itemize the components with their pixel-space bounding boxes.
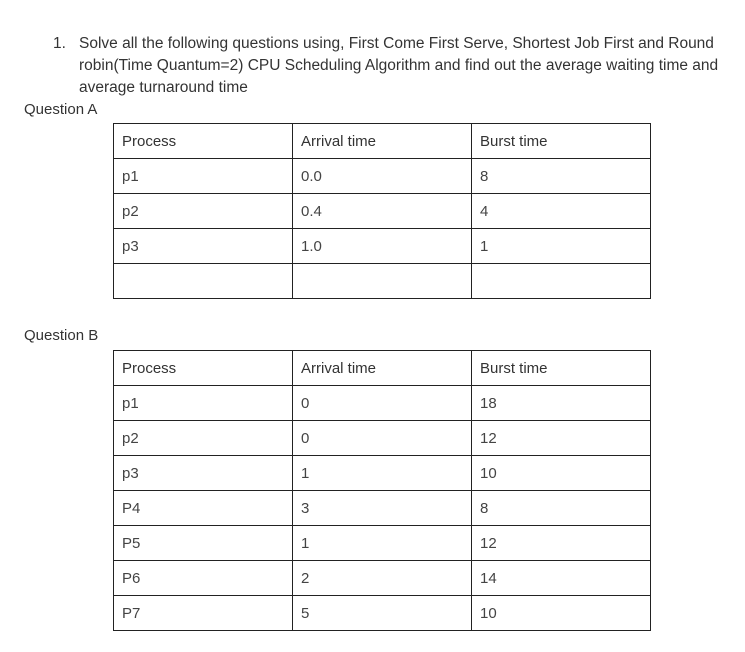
header-process: Process (114, 124, 293, 159)
table-header-row (114, 351, 651, 386)
cell-arrival-time: 1 (293, 526, 472, 561)
cell-process: p2 (114, 421, 293, 456)
cell-burst-time: 8 (472, 491, 651, 526)
table-row (114, 456, 651, 491)
table-row (114, 561, 651, 596)
cell-burst-time: 12 (472, 421, 651, 456)
cell-process: P6 (114, 561, 293, 596)
cell-process: p1 (114, 159, 293, 194)
header-process: Process (114, 351, 293, 386)
cell-arrival-time: 0.4 (293, 194, 472, 229)
cell-process: p1 (114, 386, 293, 421)
cell-burst-time: 8 (472, 159, 651, 194)
cell-arrival-time: 1.0 (293, 229, 472, 264)
cell-arrival-time: 5 (293, 596, 472, 631)
cell-burst-time: 18 (472, 386, 651, 421)
question-a-label: Question A (24, 101, 98, 118)
cell-arrival-time (293, 264, 472, 299)
cell-burst-time: 4 (472, 194, 651, 229)
table-row (114, 421, 651, 456)
header-burst-time: Burst time (472, 351, 651, 386)
cell-burst-time (472, 264, 651, 299)
cell-process: p3 (114, 229, 293, 264)
cell-burst-time: 12 (472, 526, 651, 561)
cell-process: P4 (114, 491, 293, 526)
cell-arrival-time: 2 (293, 561, 472, 596)
table-header-row (114, 124, 651, 159)
cell-process: p3 (114, 456, 293, 491)
question-b-label: Question B (24, 327, 99, 344)
cell-process (114, 264, 293, 299)
table-row (114, 526, 651, 561)
header-burst-time: Burst time (472, 124, 651, 159)
table-row (114, 229, 651, 264)
table-row (114, 194, 651, 229)
question-a-table (113, 123, 651, 299)
cell-burst-time: 10 (472, 456, 651, 491)
cell-arrival-time: 0 (293, 421, 472, 456)
cell-arrival-time: 0 (293, 386, 472, 421)
cell-arrival-time: 0.0 (293, 159, 472, 194)
cell-burst-time: 1 (472, 229, 651, 264)
header-arrival-time: Arrival time (293, 124, 472, 159)
header-arrival-time: Arrival time (293, 351, 472, 386)
cell-arrival-time: 3 (293, 491, 472, 526)
cell-process: p2 (114, 194, 293, 229)
table-row (114, 159, 651, 194)
cell-burst-time: 10 (472, 596, 651, 631)
instruction-item (53, 33, 733, 99)
cell-arrival-time: 1 (293, 456, 472, 491)
cell-process: P7 (114, 596, 293, 631)
table-row (114, 491, 651, 526)
table-row (114, 264, 651, 299)
cell-process: P5 (114, 526, 293, 561)
instruction-text: Solve all the following questions using, First Come First Serve, Shortest Job First and Round robin(Time Quantum=2) CPU Scheduling Algorithm and find out the average waiting time and average turnaround time (79, 35, 719, 96)
table-row (114, 596, 651, 631)
cell-burst-time: 14 (472, 561, 651, 596)
table-row (114, 386, 651, 421)
question-b-table (113, 350, 651, 631)
instruction-number: 1. (53, 35, 66, 52)
